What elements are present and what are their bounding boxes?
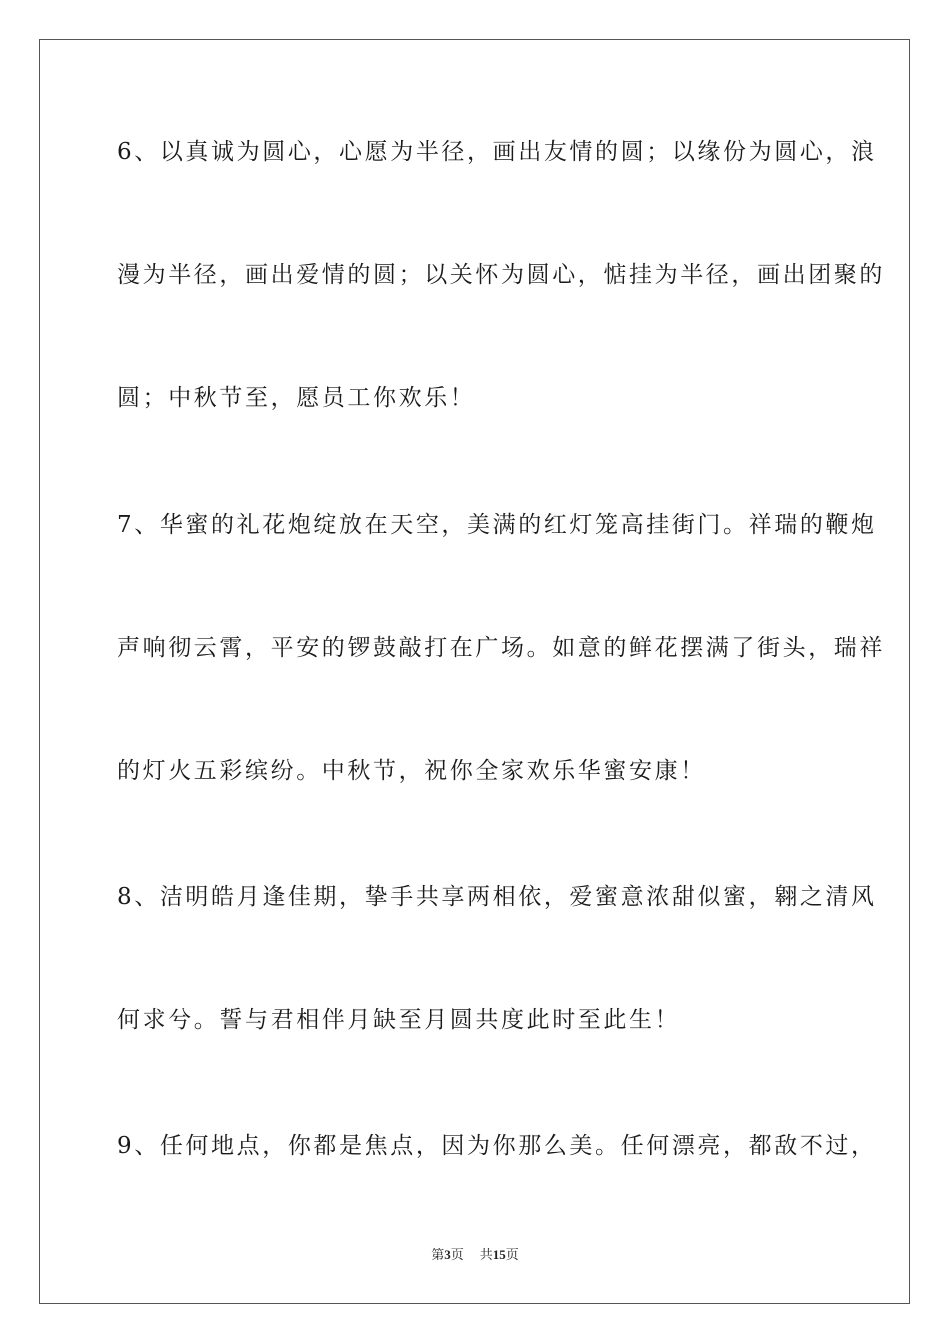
paragraph-8-line-2: 何求兮。誓与君相伴月缺至月圆共度此时至此生！ — [117, 1007, 681, 1033]
paragraph-7-line-3: 的灯火五彩缤纷。中秋节，祝你全家欢乐华蜜安康！ — [117, 758, 706, 784]
paragraph-6-line-3: 圆；中秋节至，愿员工你欢乐！ — [117, 385, 476, 411]
paragraph-6-line-2: 漫为半径，画出爱情的圆；以关怀为圆心，惦挂为半径，画出团聚的 — [117, 262, 885, 288]
page-border — [39, 39, 910, 1304]
page-suffix: 页 — [450, 1248, 464, 1263]
paragraph-7-line-1: 7、华蜜的礼花炮绽放在天空，美满的红灯笼高挂街门。祥瑞的鞭炮 — [117, 512, 877, 538]
total-suffix: 页 — [505, 1248, 519, 1263]
page-prefix: 第 — [431, 1248, 445, 1263]
paragraph-8-line-1: 8、洁明皓月逢佳期，挚手共享两相依，爱蜜意浓甜似蜜，翱之清风 — [117, 884, 877, 910]
total-pages: 15 — [492, 1247, 506, 1262]
paragraph-7-line-2: 声响彻云霄，平安的锣鼓敲打在广场。如意的鲜花摆满了街头，瑞祥 — [117, 635, 885, 661]
total-prefix: 共 — [479, 1248, 493, 1263]
paragraph-9-line-1: 9、任何地点，你都是焦点，因为你那么美。任何漂亮，都敌不过， — [117, 1133, 877, 1159]
page-number: 3 — [444, 1247, 451, 1262]
page-footer — [0, 1246, 950, 1265]
paragraph-6-line-1: 6、以真诚为圆心，心愿为半径，画出友情的圆；以缘份为圆心，浪 — [117, 139, 877, 165]
